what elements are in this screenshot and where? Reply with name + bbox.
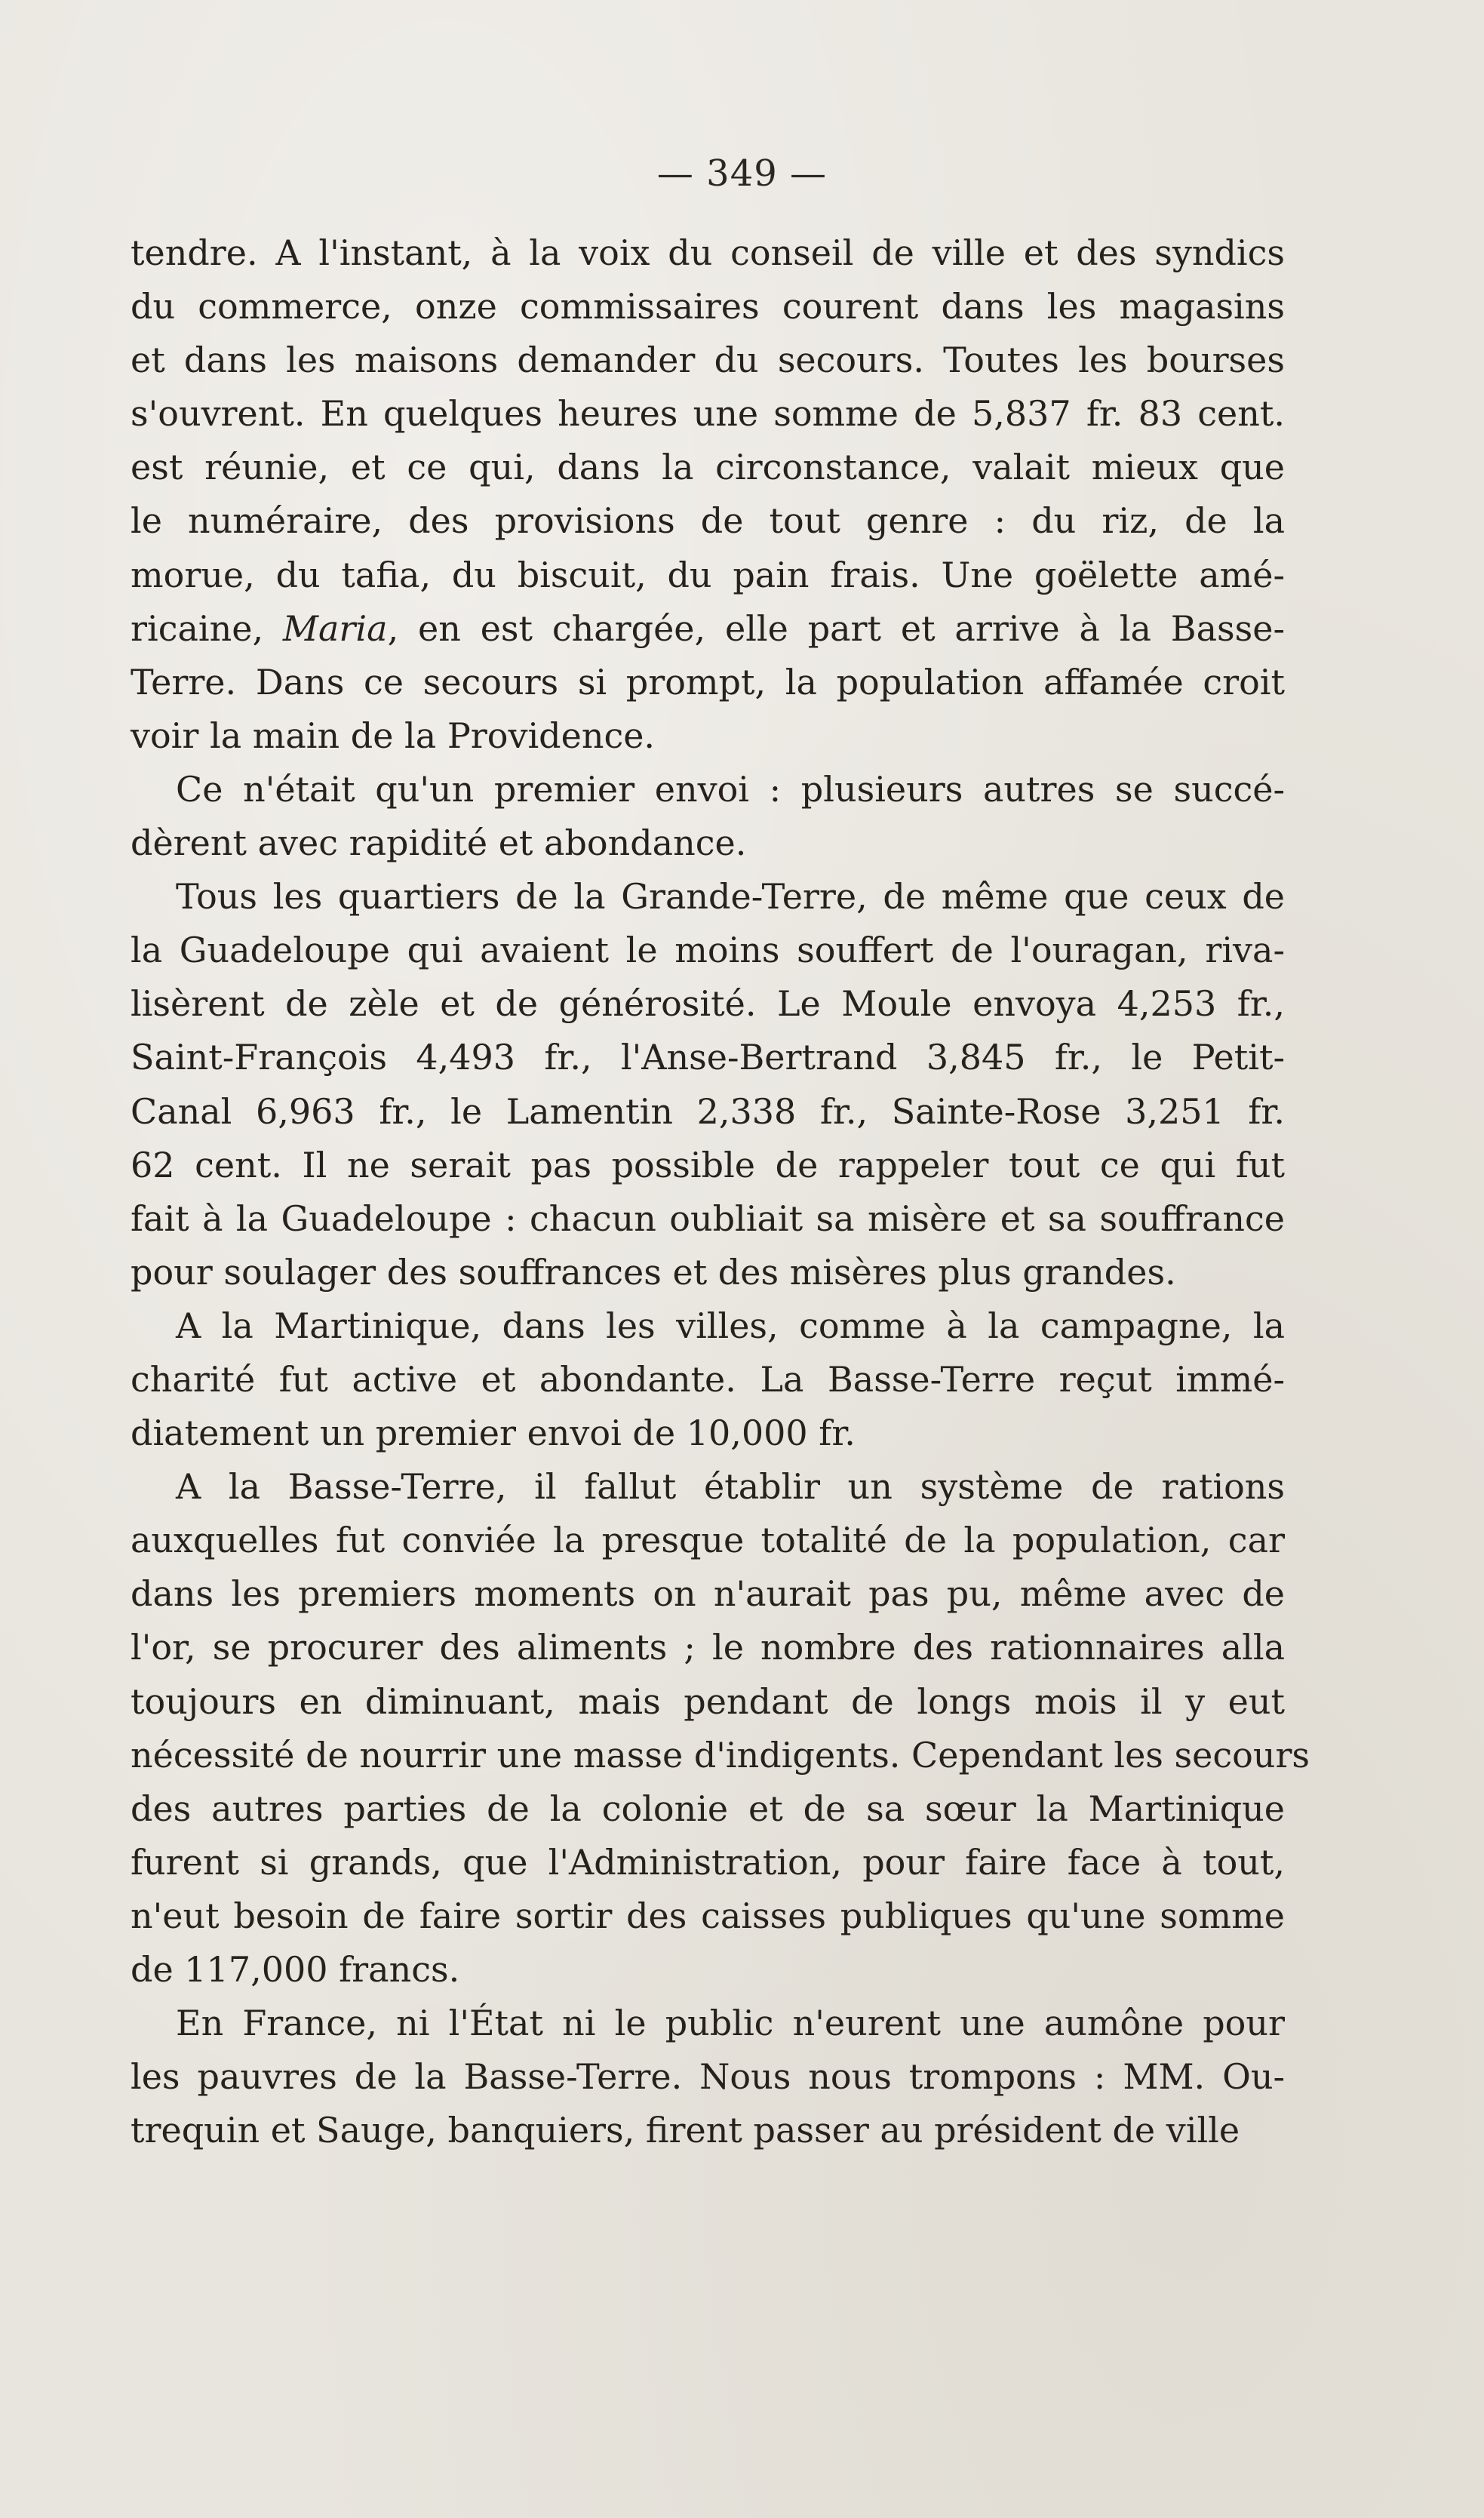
paragraph — [131, 1460, 1310, 1997]
text-line: A la Martinique, dans les villes, comme à la campagne, la — [176, 1305, 1285, 1346]
paragraph — [131, 1997, 1285, 2157]
text-line: Terre. Dans ce secours si prompt, la population affamée croit — [131, 661, 1285, 703]
text-line: Ce n'était qu'un premier envoi : plusieurs autres se succé- — [176, 768, 1285, 810]
text-line: A la Basse-Terre, il fallut établir un système de rations — [176, 1466, 1285, 1508]
text-line: toujours en diminuant, mais pendant de longs mois il y eut — [131, 1680, 1285, 1722]
text-line: morue, du tafia, du biscuit, du pain frais. Une goëlette amé- — [131, 554, 1285, 595]
text-line: la Guadeloupe qui avaient le moins souffert de l'ouragan, riva- — [131, 930, 1285, 971]
paragraph — [131, 226, 1285, 763]
paragraph — [131, 763, 1285, 870]
text-line: nécessité de nourrir une masse d'indigents. Cependant les secours — [131, 1734, 1310, 1776]
text-line: et dans les maisons demander du secours. Toutes les bourses — [131, 340, 1285, 381]
text-line: des autres parties de la colonie et de sa sœur la Martinique — [131, 1788, 1285, 1829]
text-line: dèrent avec rapidité et abondance. — [131, 822, 747, 864]
text-line: auxquelles fut conviée la presque totalité de la population, car — [131, 1520, 1285, 1561]
text-line: du commerce, onze commissaires courent dans les magasins — [131, 286, 1285, 327]
page-number: — 349 — — [656, 152, 828, 195]
text-line: voir la main de la Providence. — [131, 715, 656, 756]
text-line: le numéraire, des provisions de tout genre : du riz, de la — [131, 500, 1285, 542]
text-line: lisèrent de zèle et de générosité. Le Moule envoya 4,253 fr., — [131, 983, 1285, 1025]
text-line: trequin et Sauge, banquiers, firent passer au président de ville — [131, 2110, 1240, 2151]
text-line: 62 cent. Il ne serait pas possible de rappeler tout ce qui fut — [131, 1144, 1285, 1185]
text-line: ricaine, Maria, en est chargée, elle part et arrive à la Basse- — [131, 607, 1285, 649]
text-line: En France, ni l'État ni le public n'eurent une aumône pour — [176, 2003, 1285, 2044]
text-line: charité fut active et abondante. La Basse-Terre reçut immé- — [131, 1358, 1285, 1400]
text-line: est réunie, et ce qui, dans la circonstance, valait mieux que — [131, 447, 1285, 488]
text-line: Tous les quartiers de la Grande-Terre, de même que ceux de — [176, 876, 1285, 918]
text-line: pour soulager des souffrances et des misères plus grandes. — [131, 1251, 1176, 1293]
paragraph — [131, 870, 1285, 1299]
text-line: s'ouvrent. En quelques heures une somme de 5,837 fr. 83 cent. — [131, 393, 1285, 435]
text-line: Canal 6,963 fr., le Lamentin 2,338 fr., Sainte-Rose 3,251 fr. — [131, 1090, 1285, 1132]
text-line: de 117,000 francs. — [131, 1949, 460, 1990]
text-line: n'eut besoin de faire sortir des caisses publiques qu'une somme — [131, 1895, 1285, 1936]
text-line: l'or, se procurer des aliments ; le nombre des rationnaires alla — [131, 1627, 1285, 1668]
text-line: diatement un premier envoi de 10,000 fr. — [131, 1413, 856, 1454]
text-line: fait à la Guadeloupe : chacun oubliait sa misère et sa souffrance — [131, 1198, 1285, 1239]
text-line: Saint-François 4,493 fr., l'Anse-Bertrand 3,845 fr., le Petit- — [131, 1037, 1285, 1078]
text-line: dans les premiers moments on n'aurait pas pu, même avec de — [131, 1573, 1285, 1615]
text-line: les pauvres de la Basse-Terre. Nous nous trompons : MM. Ou- — [131, 2056, 1285, 2098]
paragraph — [131, 1299, 1285, 1460]
text-line: tendre. A l'instant, à la voix du conseil de ville et des syndics — [131, 232, 1285, 273]
text-line: furent si grands, que l'Administration, pour faire face à tout, — [131, 1841, 1285, 1883]
body-text — [131, 226, 1310, 2157]
